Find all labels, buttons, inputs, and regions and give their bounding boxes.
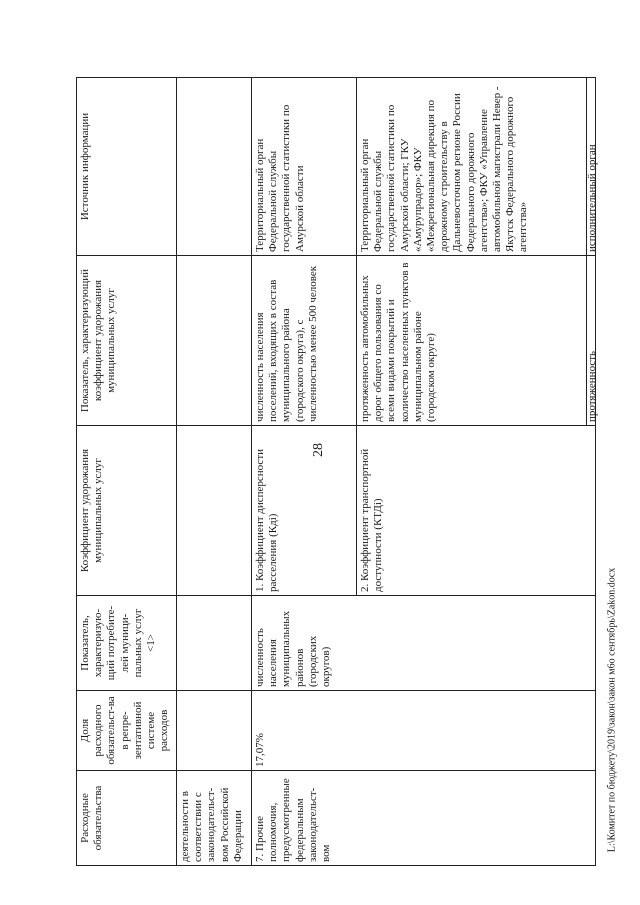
table-row-previous [177, 78, 252, 866]
header-consumer-indicator: Показатель, характеризую-щий потребите-лей муници-пальных услуг <1> [77, 596, 177, 691]
cell-consumer-indicator: численность населения муниципальных районов (городских округов) [252, 596, 596, 691]
cell-main-obligation: 7. Прочие полномочия, предусмотренные федеральным законодательст-вом [252, 771, 596, 866]
table-header-row [77, 78, 177, 866]
cell-indicator-3: протяженность [586, 350, 598, 422]
cell-indicator-1: численность населения поселений, входящих в состав муниципального района (городского округа), с численностью менее 500 человек [252, 256, 357, 426]
header-coefficient: Коэффициент удорожания муниципальных услуг [77, 426, 177, 596]
footer-file-path: L:\Комитет по бюджету\2019\закон\закон м6о сентябрь\Zakon.docx [606, 567, 618, 853]
cell-main-share: 17,07% [252, 691, 596, 771]
cell-source-1: Территориальный орган Федеральной службы государственной статистики по Амурской области [252, 78, 357, 256]
header-coefficient-indicator: Показатель, характеризующий коэффициент удорожания муниципальных услуг [77, 256, 177, 426]
cell-source-3: исполнительный орган [586, 144, 598, 252]
cell-source-2: Территориальный орган Федеральной службы государственной статистики по Амурской области; ГКУ «Амурупрадор»; ФКУ «Межрегиональная дирекция по дорожному строительству в Дальневосточном регионе России Федерального дорожного агентства»; ФКУ «Управление автомобильной магистрали Невер - Якутск Федерального дорожного агентства» [357, 78, 587, 256]
page-number: 28 [311, 443, 326, 457]
cell-coefficient-2: 2. Коэффициент транспортной доступности (КТДi) [357, 426, 596, 596]
header-obligation: Расходные обязательства [77, 771, 177, 866]
cell-coefficient-1: 1. Коэффициент дисперсности расселения (Кдi) [252, 426, 357, 596]
header-share: Доля расходного обязательст-ва в репре-зентативной системе расходов [77, 691, 177, 771]
expenditure-table [76, 77, 596, 866]
rotated-table-sheet [76, 78, 596, 866]
cell-indicator-2: протяженность автомобильных дорог общего пользования со всеми видами покрытий и количество населенных пунктов в муниципальном районе (городском округе) [357, 256, 587, 426]
table-row-main [252, 78, 357, 866]
header-source: Источник информации [77, 78, 177, 256]
cell-prev-obligation: деятельности в соответствии с законодательст-вом Российской Федерации [177, 771, 252, 866]
